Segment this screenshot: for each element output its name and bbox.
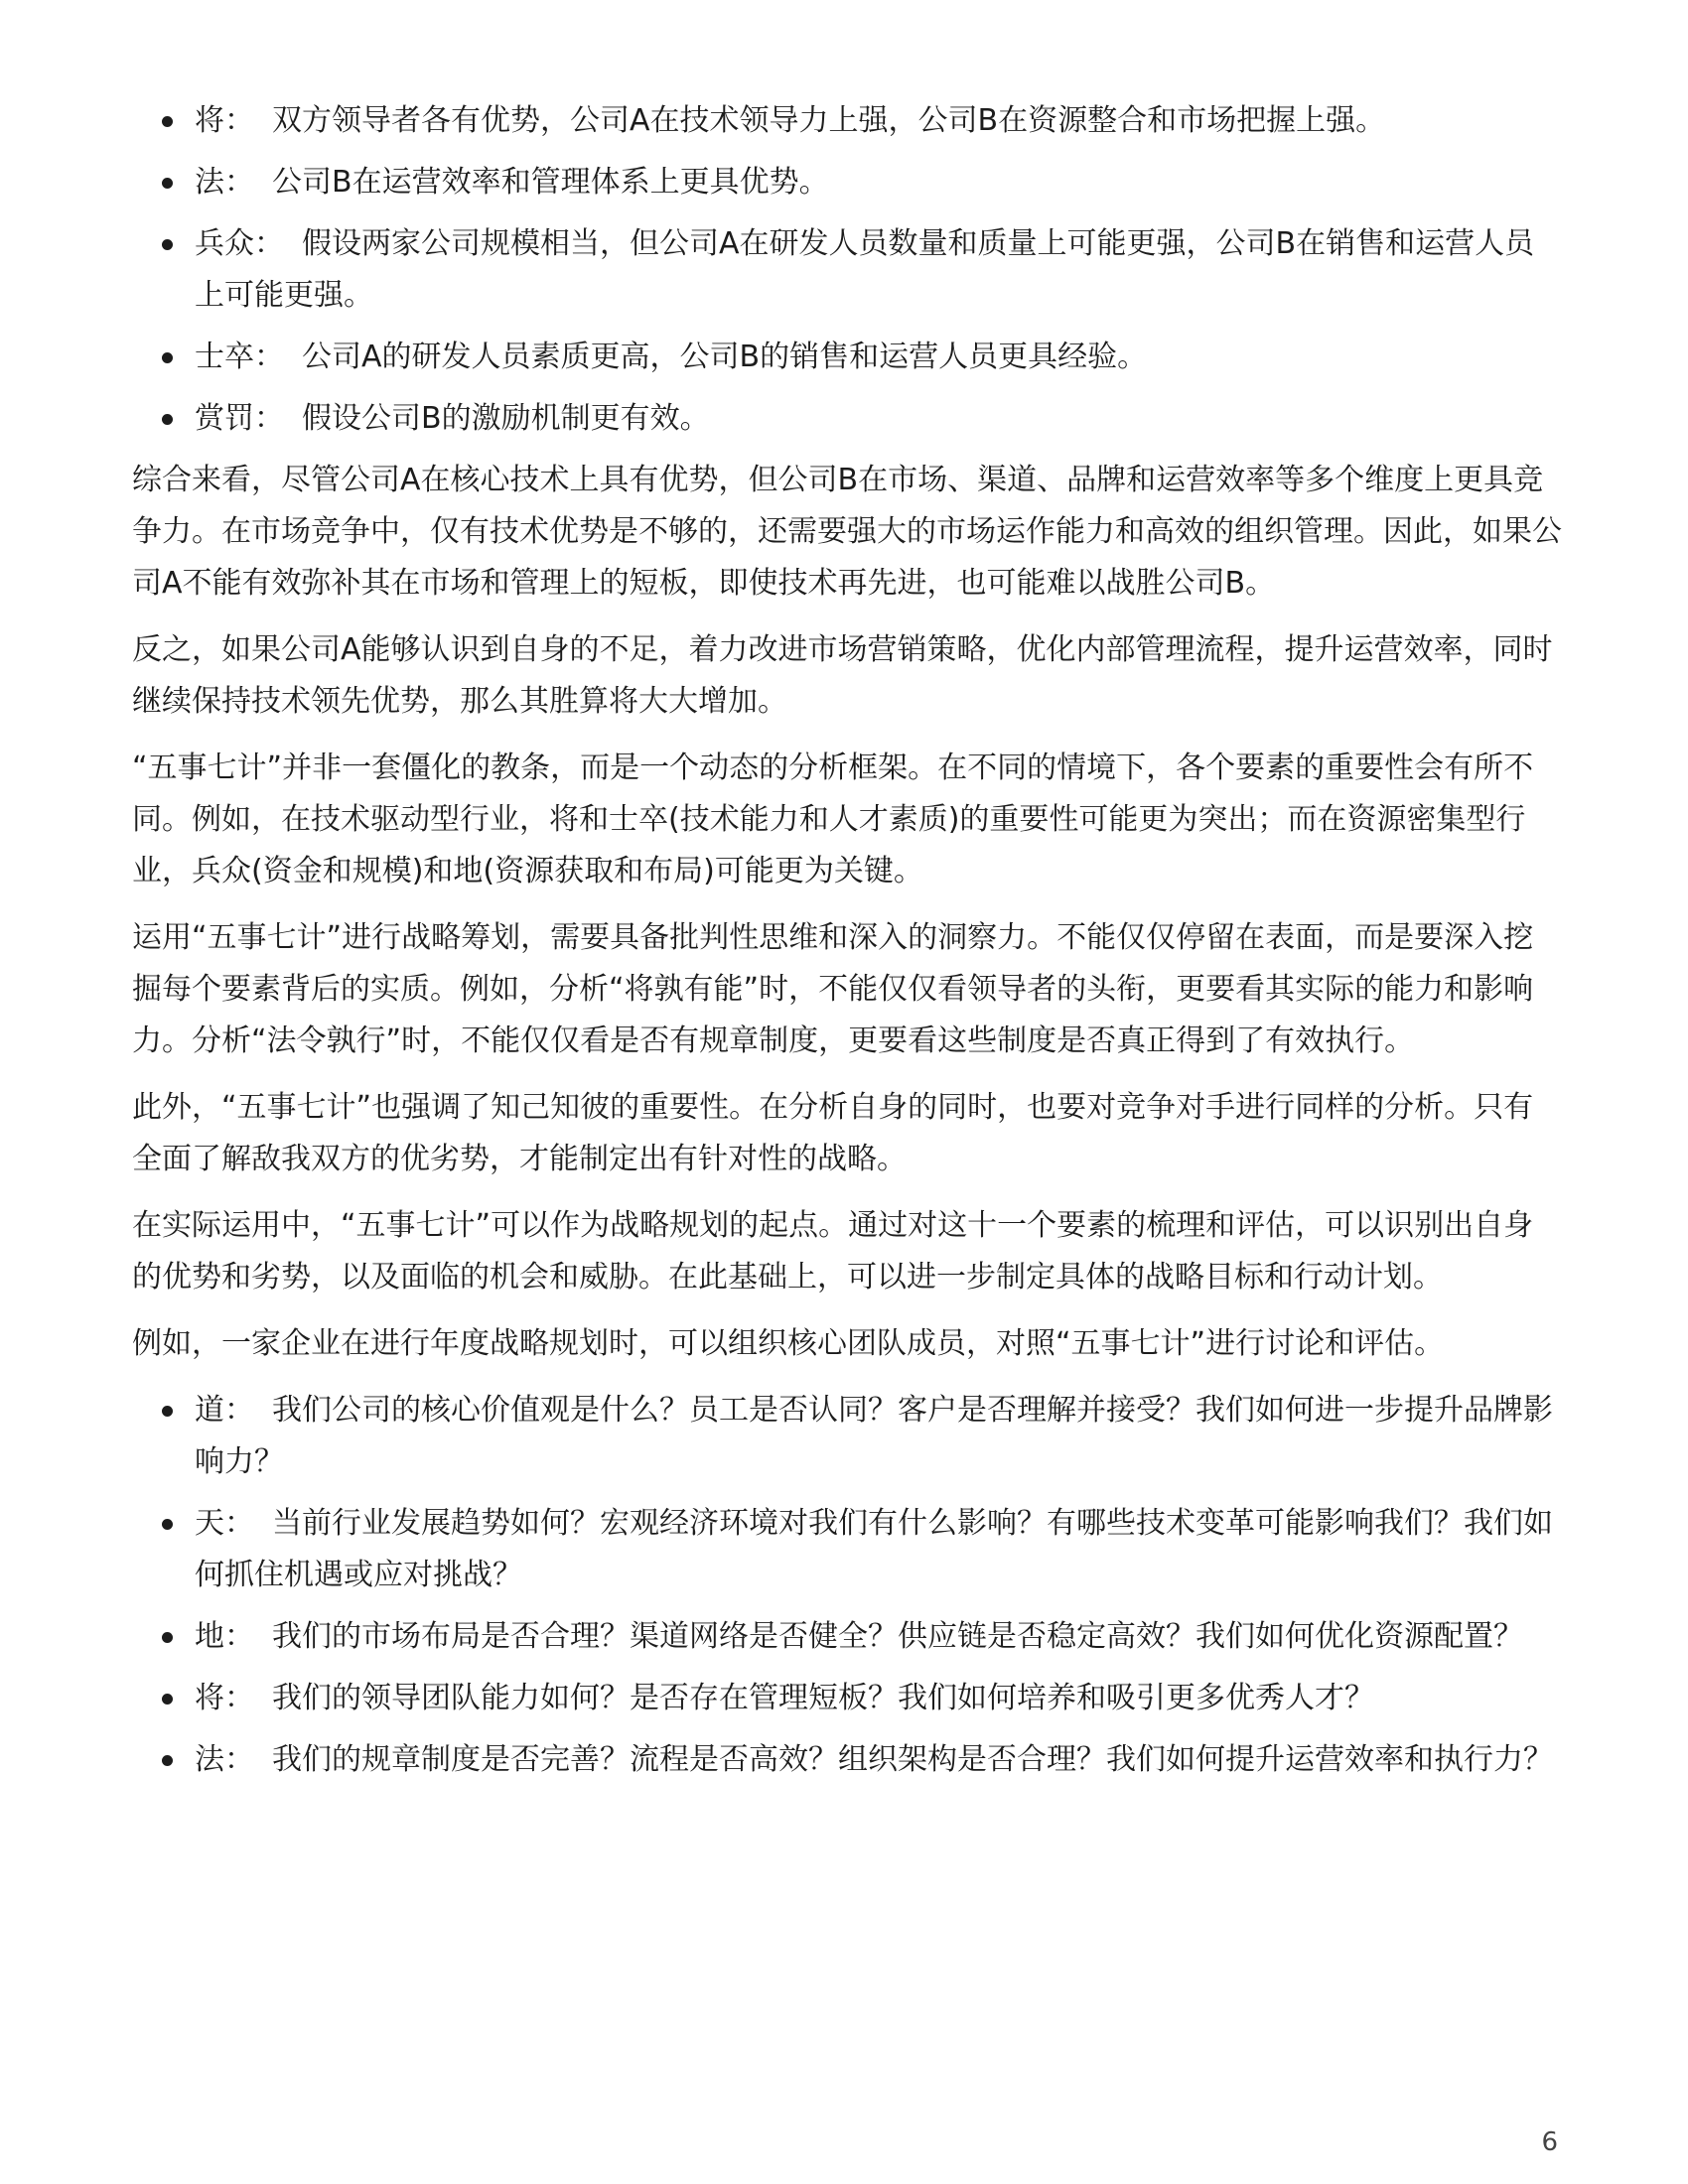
list-item	[132, 157, 1562, 208]
list-item-text: 公司A的研发人员素质更高，公司B的销售和运营人员更具经验。	[302, 340, 1148, 374]
paragraph-know-yourself: 此外，“五事七计”也强调了知己知彼的重要性。在分析自身的同时，也要对竞争对手进行同样的分析。只有全面了解敌我双方的优劣势，才能制定出有针对性的战略。	[132, 1090, 1534, 1176]
list-item-text: 双方领导者各有优势，公司A在技术领导力上强，公司B在资源整合和市场把握上强。	[272, 103, 1386, 138]
list-item-text: 假设两家公司规模相当，但公司A在研发人员数量和质量上可能更强，公司B在销售和运营人员上可能更强。	[195, 226, 1535, 313]
list-item-text: 假设公司B的激励机制更有效。	[302, 401, 710, 436]
paragraph-framework: “五事七计”并非一套僵化的教条，而是一个动态的分析框架。在不同的情境下，各个要素的重要性会有所不同。例如，在技术驱动型行业，将和士卒(技术能力和人才素质)的重要性可能更为突出；而在资源密集型行业，兵众(资金和规模)和地(资源获取和布局)可能更为关键。	[132, 751, 1534, 888]
list-item-term: 法：	[195, 165, 254, 200]
list-item	[132, 332, 1562, 383]
list-item	[132, 218, 1562, 322]
document-page	[132, 95, 1562, 1796]
list-item	[132, 1734, 1562, 1786]
list-item-term: 将：	[195, 103, 254, 138]
list-item-text: 我们的市场布局是否合理？渠道网络是否健全？供应链是否稳定高效？我们如何优化资源配置？	[272, 1619, 1523, 1654]
list-item-text: 公司B在运营效率和管理体系上更具优势。	[272, 165, 829, 200]
bullet-dot-icon	[162, 1694, 173, 1705]
list-item-term: 地：	[195, 1619, 254, 1654]
list-item	[132, 1673, 1562, 1724]
paragraph-example: 例如，一家企业在进行年度战略规划时，可以组织核心团队成员，对照“五事七计”进行讨论和评估。	[132, 1326, 1445, 1361]
list-item	[132, 95, 1562, 147]
bullet-dot-icon	[162, 239, 173, 250]
bullet-list-bottom	[132, 1385, 1562, 1786]
list-item-text: 我们的领导团队能力如何？是否存在管理短板？我们如何培养和吸引更多优秀人才？	[272, 1681, 1374, 1715]
list-item-text: 我们公司的核心价值观是什么？员工是否认同？客户是否理解并接受？我们如何进一步提升品牌影响力？	[195, 1393, 1553, 1479]
bullet-dot-icon	[162, 116, 173, 127]
bullet-dot-icon	[162, 1519, 173, 1530]
bullet-dot-icon	[162, 1632, 173, 1643]
list-item-term: 赏罚：	[195, 401, 284, 436]
list-item-term: 将：	[195, 1681, 254, 1715]
paragraph-conversely: 反之，如果公司A能够认识到自身的不足，着力改进市场营销策略，优化内部管理流程，提升运营效率，同时继续保持技术领先优势，那么其胜算将大大增加。	[132, 632, 1553, 719]
bullet-dot-icon	[162, 414, 173, 425]
bullet-dot-icon	[162, 1406, 173, 1417]
paragraph-practice: 在实际运用中，“五事七计”可以作为战略规划的起点。通过对这十一个要素的梳理和评估，可以识别出自身的优势和劣势，以及面临的机会和威胁。在此基础上，可以进一步制定具体的战略目标和行动计划。	[132, 1208, 1534, 1295]
paragraph-summary: 综合来看，尽管公司A在核心技术上具有优势，但公司B在市场、渠道、品牌和运营效率等多个维度上更具竞争力。在市场竞争中，仅有技术优势是不够的，还需要强大的市场运作能力和高效的组织管理。因此，如果公司A不能有效弥补其在市场和管理上的短板，即使技术再先进，也可能难以战胜公司B。	[132, 463, 1562, 601]
bullet-dot-icon	[162, 352, 173, 363]
list-item	[132, 393, 1562, 445]
list-item-term: 天：	[195, 1506, 254, 1541]
list-item-term: 道：	[195, 1393, 254, 1428]
bullet-dot-icon	[162, 1755, 173, 1766]
paragraph-application: 运用“五事七计”进行战略筹划，需要具备批判性思维和深入的洞察力。不能仅仅停留在表面，而是要深入挖掘每个要素背后的实质。例如，分析“将孰有能”时，不能仅仅看领导者的头衔，更要看其实际的能力和影响力。分析“法令孰行”时，不能仅仅看是否有规章制度，更要看这些制度是否真正得到了有效执行。	[132, 920, 1534, 1058]
page-number: 6	[1541, 2127, 1558, 2157]
list-item-text: 我们的规章制度是否完善？流程是否高效？组织架构是否合理？我们如何提升运营效率和执行力？	[272, 1742, 1553, 1777]
list-item-term: 法：	[195, 1742, 254, 1777]
list-item	[132, 1611, 1562, 1663]
list-item-term: 士卒：	[195, 340, 284, 374]
bullet-dot-icon	[162, 178, 173, 189]
list-item	[132, 1498, 1562, 1601]
list-item-text: 当前行业发展趋势如何？宏观经济环境对我们有什么影响？有哪些技术变革可能影响我们？我们如何抓住机遇或应对挑战？	[195, 1506, 1553, 1592]
list-item-term: 兵众：	[195, 226, 284, 261]
bullet-list-top	[132, 95, 1562, 445]
list-item	[132, 1385, 1562, 1488]
